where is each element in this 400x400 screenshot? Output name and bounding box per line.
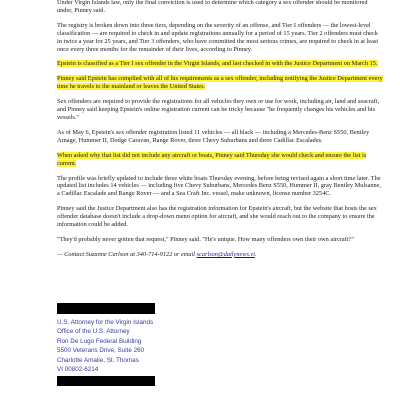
article-paragraph-highlighted — [57, 75, 384, 91]
address-line: Charlotte Amalie, St. Thomas — [57, 356, 139, 364]
article-paragraph — [57, 236, 384, 244]
article-paragraph — [57, 0, 384, 15]
paragraph-text: The registry is broken down into three tiers, depending on the severity of an offense, and Tier I offenders — the lowest-level classification — are required to check in and update registrations annually for a period of 15 years. Tier 2 offenders must check in twice a year for 25 years, and Tier 3 offenders, who have committed the most serious crimes, are required to check in at least once every three months for the remainder of their lives, according to Pinney. — [57, 21, 379, 53]
paragraph-text: "They'd probably never gotten that request," Pinney said. "He's unique. How many offenders own their own aircraft?" — [57, 235, 354, 243]
author-contact — [57, 251, 384, 259]
paragraph-text: As of May 6, Epstein's sex offender registration listed 11 vehicles — all black — including a Mercedes-Benz S550, Bentley Arnage, Hummer II, Dodge Caravan, Range Rover, three Chevy Suburbans and three Cadillac Escalades. — [57, 128, 370, 144]
paragraph-text: When asked why that list did not include any aircraft or boats, Pinney said Thursday she would check and ensure the list is current. — [57, 151, 367, 167]
article-paragraph — [57, 205, 384, 229]
paragraph-text: Pinney said Epstein has complied with all of his requirements as a sex offender, including notifying the Justice Department every time he travels to the mainland or leaves the United States. — [57, 75, 383, 91]
contact-prefix: — Contact Suzanne Carlson at 340-714-9122 or email — [57, 250, 197, 258]
paragraph-text: Sex offenders are required to provide the registrations for all vehicles they own or use for work, including air, land and seacraft, and Pinney said keeping Epstein's online registration current can be tricky because "he frequently changes his vehicles and his vessels." — [57, 98, 380, 121]
address-line: Office of the U.S. Attorney — [57, 328, 130, 336]
address-line: VI 00802-6214 — [57, 366, 99, 374]
article-paragraph — [57, 22, 384, 54]
redaction-bar — [57, 376, 155, 386]
paragraph-text: Epstein is classified as a Tier I sex offender in the Virgin Islands, and last checked in with the Justice Department on March 15. — [57, 60, 378, 68]
article-paragraph — [57, 175, 384, 199]
contact-suffix: . — [255, 250, 257, 258]
paragraph-text: Under Virgin Islands law, only the final conviction is used to determine which category a sex offender should be monitored under, Pinney said. — [57, 0, 368, 14]
news-article — [57, 0, 384, 266]
address-line: U.S. Attorney for the Virgin Islands — [57, 319, 154, 326]
article-paragraph-highlighted — [57, 60, 384, 68]
redaction-bar — [57, 303, 155, 314]
author-email-link[interactable]: scarlson@dailynews.vi — [196, 250, 256, 258]
article-paragraph — [57, 98, 384, 122]
article-paragraph-highlighted — [57, 152, 384, 168]
mailing-address — [57, 318, 257, 374]
address-line: 5500 Veterans Drive, Suite 260 — [57, 347, 145, 355]
paragraph-text: The profile was briefly updated to include three white boats Thursday evening, before being revised again a short time later. The updated list includes 14 vehicles — including five Chevy Suburbans, Mercedes Benz S550, Hummer II, gray Bentley Mulsanne, a Cadillac Escalade and Range Rover — and a Sea Craft Inc. vessel, make unknown, license number 3254C. — [57, 174, 382, 198]
paragraph-text: Pinney said the Justice Department also has the registration information for Epstein's aircraft, but the website that hosts the sex offender database doesn't include a drop-down menu option for aircraft, and she would reach out to the company to ensure the information could be added. — [57, 205, 377, 229]
article-paragraph — [57, 129, 384, 145]
address-line: Ron De Lugo Federal Building — [57, 337, 142, 345]
